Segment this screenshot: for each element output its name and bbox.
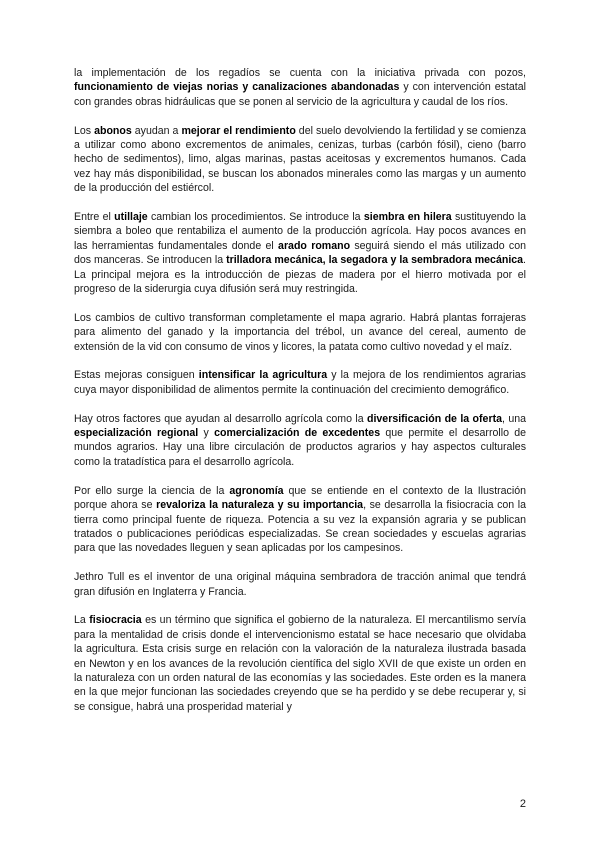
text-run: seguirá siendo el más utilizado con dos manceras. Se introducen la bbox=[74, 239, 526, 267]
text-run: y la mejora de los rendimientos agrarias cuya mayor disponibilidad de alimentos permite la continuación del crecimiento demográfico. bbox=[74, 369, 526, 396]
text-run: Hay otros factores que ayudan al desarrollo agrícola como la bbox=[74, 412, 367, 425]
bold-term: fisiocracia bbox=[89, 614, 142, 627]
text-run: y con intervención estatal con grandes obras hidráulicas que se ponen al servicio de la agricultura y caudal de los ríos. bbox=[74, 81, 526, 108]
bold-term: diversificación de la oferta bbox=[367, 412, 502, 425]
bold-term: arado romano bbox=[278, 239, 351, 252]
paragraph bbox=[74, 311, 526, 354]
bold-term: utillaje bbox=[114, 211, 148, 224]
text-run: Entre el bbox=[74, 211, 115, 224]
text-run: ayudan a bbox=[131, 124, 182, 137]
text-run: que se entiende en el contexto de la Ilustración porque ahora se bbox=[74, 484, 526, 512]
text-run: que permite el desarrollo de mundos agrarios. Hay una libre circulación de productos agrarios y hay aspectos culturales como la tratadística para el desarrollo agrícola. bbox=[74, 427, 527, 468]
text-run: Por ello surge la ciencia de la bbox=[74, 484, 230, 497]
text-run: la implementación de los regadíos se cuenta con la iniciativa privada con pozos, bbox=[74, 67, 526, 79]
text-run: . La principal mejora es la introducción de piezas de madera por el hierro motivada por el progreso de la siderurgia cuya difusión será muy restringida. bbox=[74, 254, 526, 296]
bold-term: mejorar el rendimiento bbox=[181, 124, 296, 137]
paragraph bbox=[74, 412, 526, 470]
bold-term: comercialización de excedentes bbox=[214, 427, 381, 440]
bold-term: revaloriza la naturaleza y su importancia bbox=[156, 499, 364, 512]
text-run: Los cambios de cultivo transforman completamente el mapa agrario. Habrá plantas forrajeras para alimento del ganado y la importancia del trébol, un avance del cereal, aumento de extensión de la vid con consumo de vinos y licores, la patata como cultivo novedad y el maíz. bbox=[74, 311, 526, 353]
bold-term: especialización regional bbox=[74, 427, 199, 440]
paragraph bbox=[74, 124, 526, 196]
paragraph bbox=[74, 66, 526, 109]
page-body bbox=[74, 66, 526, 729]
bold-term: trilladora mecánica, la segadora y la sembradora mecánica bbox=[226, 254, 524, 267]
text-run: es un término que significa el gobierno de la naturaleza. El mercantilismo servía para la mentalidad de crisis donde el intervencionismo estatal se hace necesario que olvidaba la agricultura. Esta crisis surge en relación con la valoración de la naturaleza ilustrada basada en Newton y en los avances de la revolución científica del siglo XVII de que existe un orden en la naturaleza con un orden natural de las economías y las sociedades. Este orden es la manera en la que mejor funcionan las sociedades creyendo que se ha perdido y se debe recuperar y, si se consigue, habrá una prosperidad material y bbox=[74, 614, 526, 713]
text-run: del suelo devolviendo la fertilidad y se comienza a utilizar como abono excrementos de animales, cenizas, turbas (carbón fósil), cieno (barro hecho de sedimentos), limo, algas marinas, pastas aceitosas y excrementos humanos. Cada vez hay más disponibilidad, se buscan los abonados minerales como las margas y un aumento de la producción del estiércol. bbox=[74, 124, 526, 195]
text-run: cambian los procedimientos. Se introduce la bbox=[147, 211, 364, 224]
paragraph bbox=[74, 613, 526, 714]
text-run: La bbox=[74, 614, 90, 627]
text-run: Jethro Tull es el inventor de una original máquina sembradora de tracción animal que tendrá gran difusión en Inglaterra y Francia. bbox=[74, 571, 526, 598]
text-run: sustituyendo la siembra a boleo que rentabiliza el aumento de la producción agrícola. Hay pocos avances en las herramientas fundamentales donde el bbox=[74, 211, 526, 252]
bold-term: siembra en hilera bbox=[363, 211, 452, 224]
bold-term: agronomía bbox=[229, 484, 284, 497]
bold-term: abonos bbox=[94, 124, 132, 137]
text-run: , se desarrolla la fisiocracia con la tierra como principal fuente de riqueza. Potencia a su vez la expansión agraria y se publican tratados o publicaciones periódicas especializadas. Se crean sociedades y escuelas agrarias para que las novedades lleguen y sean aplicadas por los campesinos. bbox=[74, 499, 526, 555]
paragraph bbox=[74, 570, 526, 599]
paragraph bbox=[74, 484, 526, 556]
paragraph bbox=[74, 368, 526, 397]
text-run: , una bbox=[501, 412, 526, 425]
paragraph bbox=[74, 210, 526, 296]
bold-term: intensificar la agricultura bbox=[198, 369, 328, 382]
text-run: y bbox=[198, 427, 215, 440]
bold-term: funcionamiento de viejas norias y canalizaciones abandonadas bbox=[74, 81, 400, 94]
text-run: Los bbox=[74, 124, 95, 137]
text-run: Estas mejoras consiguen bbox=[74, 369, 199, 382]
page-number: 2 bbox=[519, 798, 526, 810]
